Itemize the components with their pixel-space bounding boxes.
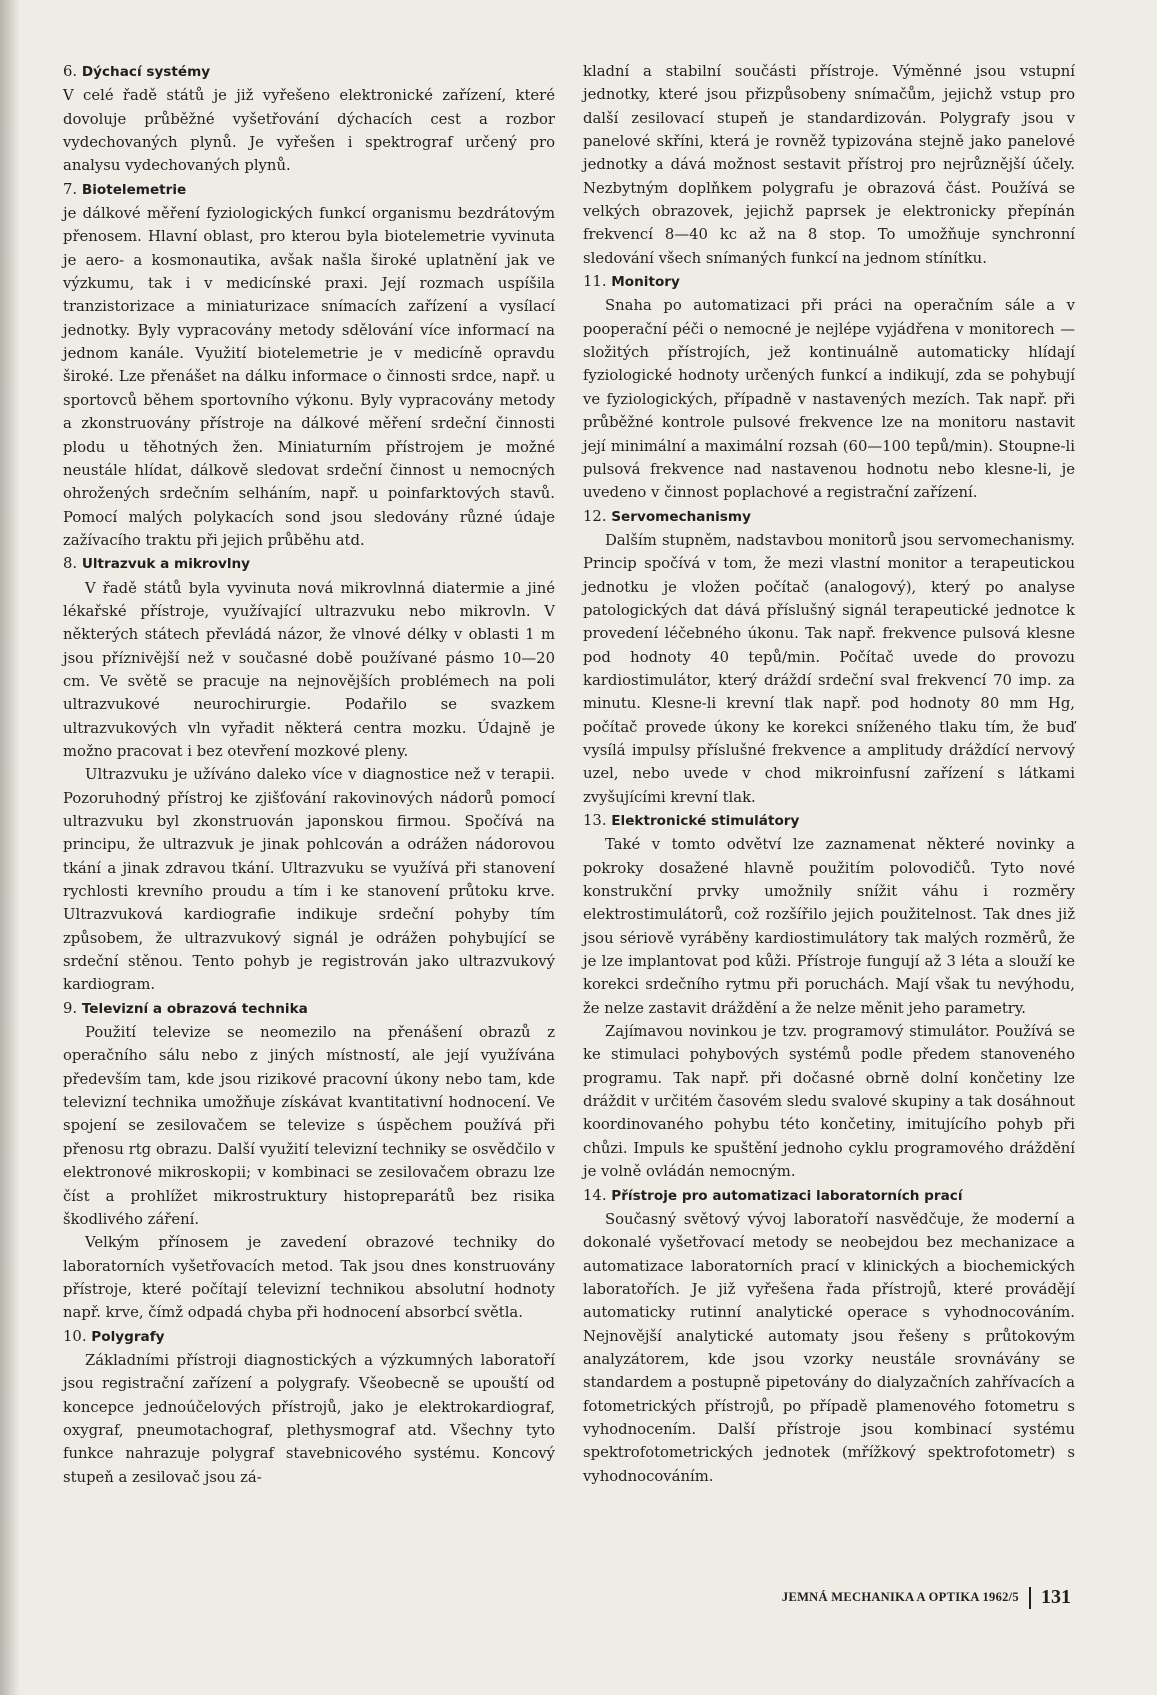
section-number: 6. xyxy=(63,63,78,80)
section-heading xyxy=(63,60,555,84)
section-number: 7. xyxy=(63,180,78,198)
section-title: Biotelemetrie xyxy=(81,181,187,198)
section-title: Přístroje pro automatizaci laboratorních prací xyxy=(611,1187,963,1204)
section-title: Televizní a obrazová technika xyxy=(81,1000,308,1017)
section-number: 13. xyxy=(583,812,607,829)
body-paragraph: Použití televize se neomezilo na přenášení obrazů z operačního sálu nebo z jiných místností, ale její využívána především tam, kde jsou rizikové pracovní úkony nebo tam, kde televizní technika umožňuje získávat kvantitativní hodnocení. Ve spojení se zesilovačem se televize s úspěchem používá při přenosu rtg obrazu. Další využití televizní techniky se osvědčilo v elektronové mikroskopii; v kombinaci se zesilovačem obrazu lze číst a prohlížet mikrostruktury histopreparátů bez risika škodlivého záření. xyxy=(63,1024,555,1228)
body-paragraph: Zajímavou novinkou je tzv. programový stimulátor. Používá se ke stimulaci pohybových systémů podle předem stanoveného programu. Tak např. při dočasné obrně dolní končetiny lze dráždit v určitém časovém sledu svalové skupiny a tak dosáhnout koordinovaného pohybu této končetiny, imitujícího pohyb při chůzi. Impuls ke spuštění jednoho cyklu programového dráždění je volně ovládán nemocným. xyxy=(583,1023,1075,1181)
section-heading xyxy=(583,505,1075,529)
section-heading xyxy=(63,1325,555,1349)
page-number: 131 xyxy=(1041,1586,1071,1608)
page-footer xyxy=(782,1586,1071,1609)
section-heading xyxy=(63,178,555,202)
section-heading xyxy=(583,270,1075,294)
section-title: Servomechanismy xyxy=(611,508,751,525)
body-paragraph: kladní a stabilní součásti přístroje. Výměnné jsou vstupní jednotky, které jsou přizpůsobeny snímačům, jejichž vstup pro další zesilovací stupeň je standardizován. Polygrafy jsou v panelové skříni, která je rovněž typizována stejně jako panelové jednotky a dává možnost sestavit přístroj pro nejrůznější účely. Nezbytným doplňkem polygrafu je obrazová část. Používá se velkých obrazovek, jejichž paprsek je elektronicky přepínán frekvencí 8—40 kc až na 8 stop. To umožňuje synchronní sledování všech snímaných funkcí na jednom stínítku. xyxy=(583,63,1075,267)
right-column xyxy=(583,60,1075,1488)
section-heading xyxy=(583,1184,1075,1208)
section-number: 8. xyxy=(63,555,78,573)
journal-name: JEMNÁ MECHANIKA A OPTIKA 1962/5 xyxy=(781,1590,1019,1604)
section-number: 12. xyxy=(583,507,607,525)
scan-edge-shadow xyxy=(0,0,20,1695)
body-paragraph: je dálkové měření fyziologických funkcí organismu bezdrátovým přenosem. Hlavní oblast, pro kterou byla biotelemetrie vyvinuta je aero- a kosmonautika, avšak našla široké uplatnění jak ve výzkumu, tak i v medicínské praxi. Její rozmach uspíšila tranzistorizace a miniaturizace snímacích zařízení a vysílací jednotky. Byly vypracovány metody sdělování více informací na jednom kanále. Využití biotelemetrie je v medicíně opravdu široké. Lze přenášet na dálku informace o činnosti srdce, např. u sportovců během sportovního výkonu. Byly vypracovány metody a zkonstruovány přístroje na dálkové měření srdeční činnosti plodu u těhotných žen. Miniaturním přístrojem je možné neustále hlídat, dálkově sledovat srdeční činnost u nemocných ohrožených srdečním selháním, např. u poinfarktových stavů. Pomocí malých polykacích sond jsou sledovány různé údaje zažívacího traktu při jejich průběhu atd. xyxy=(63,205,555,549)
body-paragraph: Snaha po automatizaci při práci na operačním sále a v pooperační péči o nemocné je nejlépe vyjádřena v monitorech — složitých přístrojích, jež kontinuálně automaticky hlídají fyziologické hodnoty určených funkcí a indikují, zda se pohybují ve fyziologických, případně v nastavených mezích. Tak např. při průběžné kontrole pulsové frekvence lze na monitoru nastavit její minimální a maximální rozsah (60—100 tepů/min). Stoupne-li pulsová frekvence nad nastavenou hodnotu nebo klesne-li, je uvedeno v činnost poplachové a registrační zařízení. xyxy=(583,297,1075,502)
body-paragraph: Základními přístroji diagnostických a výzkumných laboratoří jsou registrační zařízení a polygrafy. Všeobecně se upouští od koncepce jednoúčelových přístrojů, jako je elektrokardiograf, oxygraf, pneumotachograf, plethysmograf atd. Všechny tyto funkce nahrazuje polygraf stavebnicového systému. Koncový stupeň a zesilovač jsou zá- xyxy=(63,1351,555,1486)
left-column xyxy=(63,60,555,1489)
section-number: 10. xyxy=(63,1327,87,1345)
section-number: 9. xyxy=(63,999,78,1017)
section-title: Dýchací systémy xyxy=(81,64,211,80)
section-heading xyxy=(63,997,555,1021)
section-number: 11. xyxy=(583,273,607,291)
section-title: Polygrafy xyxy=(91,1328,165,1345)
section-heading xyxy=(63,552,555,576)
body-paragraph: V řadě států byla vyvinuta nová mikrovlnná diatermie a jiné lékařské přístroje, využívající ultrazvuku nebo mikrovln. V některých státech převládá názor, že vlnové délky v oblasti 1 m jsou příznivější než v současné době používané pásmo 10—20 cm. Ve světě se pracuje na nejnovějších problémech na poli ultrazvukové neurochirurgie. Podařilo se svazkem ultrazvukových vln vyřadit některá centra mozku. Údajně je možno pracovat i bez otevření mozkové pleny. xyxy=(63,579,555,760)
section-number: 14. xyxy=(583,1186,607,1204)
section-title: Monitory xyxy=(611,274,680,291)
body-paragraph: Velkým přínosem je zavedení obrazové techniky do laboratorních vyšetřovacích metod. Tak jsou dnes konstruovány přístroje, které počítají televizní technikou absolutní hodnoty např. krve, čímž odpadá chyba při hodnocení absorbcí světla. xyxy=(63,1234,555,1322)
section-heading xyxy=(583,809,1075,833)
section-title: Elektronické stimulátory xyxy=(611,813,800,829)
section-title: Ultrazvuk a mikrovlny xyxy=(81,556,251,573)
body-paragraph: Také v tomto odvětví lze zaznamenat některé novinky a pokroky dosažené hlavně použitím polovodičů. Tyto nové konstrukční prvky umožnily snížit váhu i rozměry elektrostimulátorů, což rozšířilo jejich použitelnost. Tak dnes již jsou sériově vyráběny kardiostimulátory tak malých rozměrů, že je lze implantovat pod kůži. Přístroje fungují až 3 léta a slouží ke korekci srdečního rytmu při poruchách. Mají však tu nevýhodu, že nelze zastavit dráždění a že nelze měnit jeho parametry. xyxy=(583,836,1075,1017)
body-paragraph: Současný světový vývoj laboratoří nasvědčuje, že moderní a dokonalé vyšetřovací metody se neobejdou bez mechanizace a automatizace laboratorních prací v klinických a biochemických laboratořích. Je již vyřešena řada přístrojů, které provádějí automaticky rutinní analytické operace s vyhodnocováním. Nejnovější analytické automaty jsou řešeny s průtokovým analyzátorem, kde jsou vzorky neustále srovnávány se standardem a postupně pipetovány do dialyzačních zahřívacích a fotometrických přístrojů, po případě plamenového fotometru s vyhodnocením. Další přístroje jsou kombinací systému spektrofotometrických jednotek (mřížkový spektrofotometr) s vyhodnocováním. xyxy=(583,1210,1075,1485)
body-paragraph: V celé řadě států je již vyřešeno elektronické zařízení, které dovoluje průběžné vyšetřování dýchacích cest a rozbor vydechovaných plynů. Je vyřešen i spektrograf určený pro analysu vydechovaných plynů. xyxy=(63,87,555,175)
footer-divider xyxy=(1029,1587,1031,1609)
body-paragraph: Ultrazvuku je užíváno daleko více v diagnostice než v terapii. Pozoruhodný přístroj ke zjišťování rakovinových nádorů pomocí ultrazvuku byl zkonstruován japonskou firmou. Spočívá na principu, že ultrazvuk je jinak pohlcován a odrážen nádorovou tkání a jinak zdravou tkání. Ultrazvuku se využívá při stanovení rychlosti krevního proudu a tím i ke stanovení průtoku krve. Ultrazvuková kardiografie indikuje srdeční pohyby tím způsobem, že ultrazvukový signál je odrážen pohybující se srdeční stěnou. Tento pohyb je registrován jako ultrazvukový kardiogram. xyxy=(63,766,555,994)
body-paragraph: Dalším stupněm, nadstavbou monitorů jsou servomechanismy. Princip spočívá v tom, že mezi vlastní monitor a terapeutickou jednotku je vložen počítač (analogový), který po analyse patologických dat dává příslušný signál terapeutické jednotce k provedení léčebného úkonu. Tak např. frekvence pulsová klesne pod hodnoty 40 tepů/min. Počítač uvede do provozu kardiostimulátor, který dráždí srdeční sval frekvencí 70 imp. za minutu. Klesne-li krevní tlak např. pod hodnoty 80 mm Hg, počítač provede úkony ke korekci sníženého tlaku tím, že buď vysílá impulsy příslušné frekvence a amplitudy dráždící nervový uzel, nebo uvede v chod mikroinfusní zařízení s látkami zvyšujícími krevní tlak. xyxy=(583,531,1075,806)
